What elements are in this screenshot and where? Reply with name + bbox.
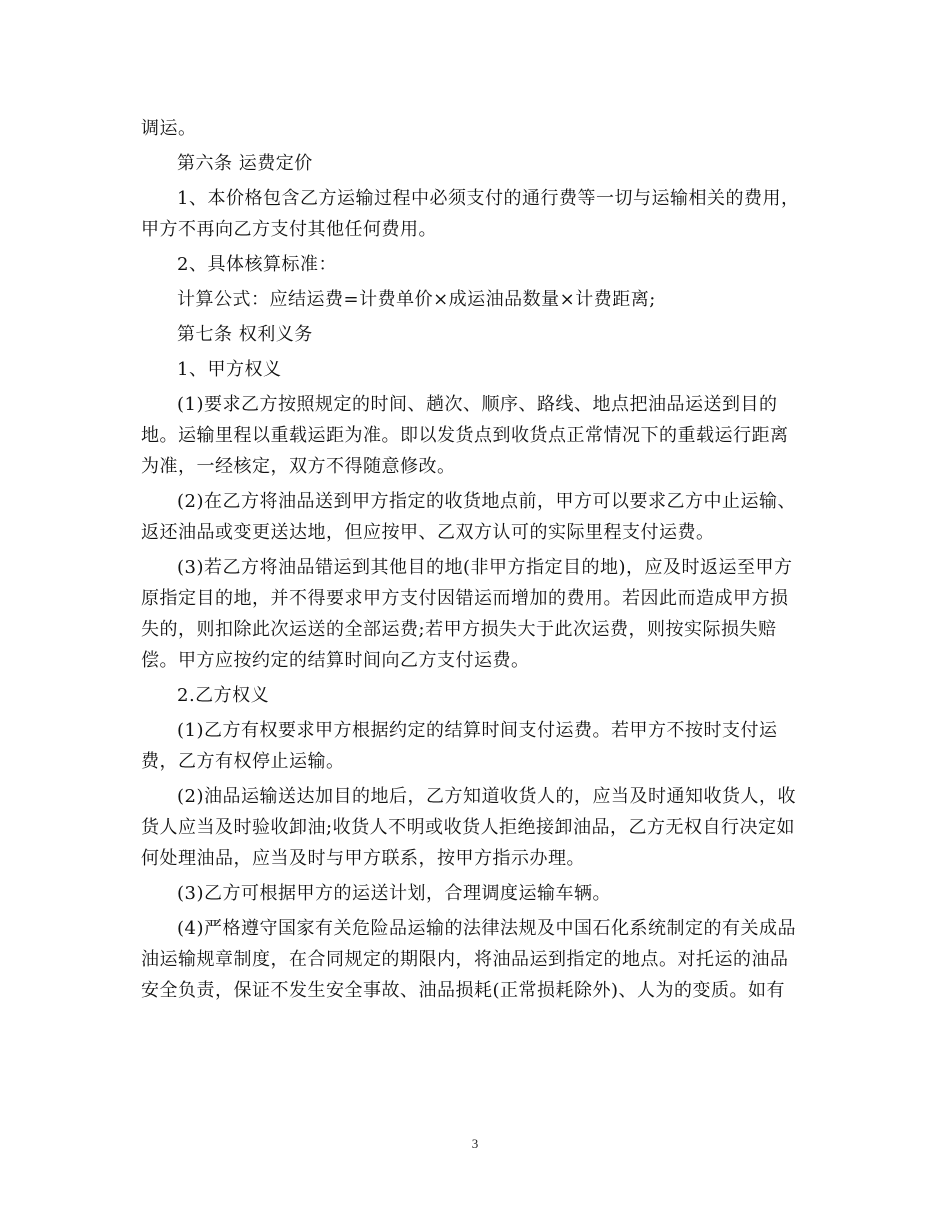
paragraph-line: 为准，一经核定，双方不得随意修改。 (141, 456, 456, 477)
paragraph-line-start: 1、本价格包含乙方运输过程中必须支付的通行费等一切与运输相关的费用， (177, 188, 800, 209)
paragraph-line-start: (4)严格遵守国家有关危险品运输的法律法规及中国石化系统制定的有关成品 (177, 918, 796, 939)
paragraph-line-start: (3)若乙方将油品错运到其他目的地(非甲方指定目的地)，应及时返运至甲方 (177, 557, 793, 578)
paragraph-line-start: (1)要求乙方按照规定的时间、趟次、顺序、路线、地点把油品运送到目的 (177, 394, 778, 415)
paragraph-line-start: 第七条 权利义务 (177, 324, 313, 345)
paragraph-line-start: (3)乙方可根据甲方的运送计划，合理调度运输车辆。 (177, 883, 611, 904)
paragraph-line-start: 1、甲方权义 (177, 359, 282, 380)
paragraph-line: 甲方不再向乙方支付其他任何费用。 (141, 219, 437, 240)
paragraph-line: 原指定目的地，并不得要求甲方支付因错运而增加的费用。若因此而造成甲方损 (141, 588, 789, 609)
paragraph-line: 费，乙方有权停止运输。 (141, 751, 345, 772)
paragraph-line: 偿。甲方应按约定的结算时间向乙方支付运费。 (141, 650, 530, 671)
paragraph-line: 返还油品或变更送达地，但应按甲、乙双方认可的实际里程支付运费。 (141, 522, 715, 543)
paragraph-line-start: (2)油品运输送达加目的地后，乙方知道收货人的，应当及时通知收货人，收 (177, 786, 796, 807)
paragraph-line-start: (2)在乙方将油品送到甲方指定的收货地点前，甲方可以要求乙方中止运输、 (177, 491, 796, 512)
paragraph-line: 安全负责，保证不发生安全事故、油品损耗(正常损耗除外)、人为的变质。如有 (141, 980, 786, 1001)
paragraph-line: 货人应当及时验收卸油;收货人不明或收货人拒绝接卸油品，乙方无权自行决定如 (141, 817, 796, 838)
page-number: 3 (471, 1136, 479, 1151)
paragraph-line: 调运。 (141, 118, 197, 139)
paragraph-line: 失的，则扣除此次运送的全部运费;若甲方损失大于此次运费，则按实际损失赔 (141, 619, 777, 640)
paragraph-line: 何处理油品，应当及时与甲方联系，按甲方指示办理。 (141, 848, 585, 869)
paragraph-line-start: 2.乙方权义 (177, 685, 270, 706)
paragraph-line-start: 2、具体核算标准： (177, 254, 337, 275)
paragraph-line: 地。运输里程以重载运距为准。即以发货点到收货点正常情况下的重载运行距离 (141, 425, 789, 446)
paragraph-line-start: 第六条 运费定价 (177, 153, 313, 174)
paragraph-line-start: 计算公式：应结运费=计费单价×成运油品数量×计费距离; (177, 289, 656, 310)
document-body (141, 113, 809, 1006)
paragraph-line-start: (1)乙方有权要求甲方根据约定的结算时间支付运费。若甲方不按时支付运 (177, 720, 778, 741)
paragraph-line: 油运输规章制度，在合同规定的期限内，将油品运到指定的地点。对托运的油品 (141, 949, 789, 970)
